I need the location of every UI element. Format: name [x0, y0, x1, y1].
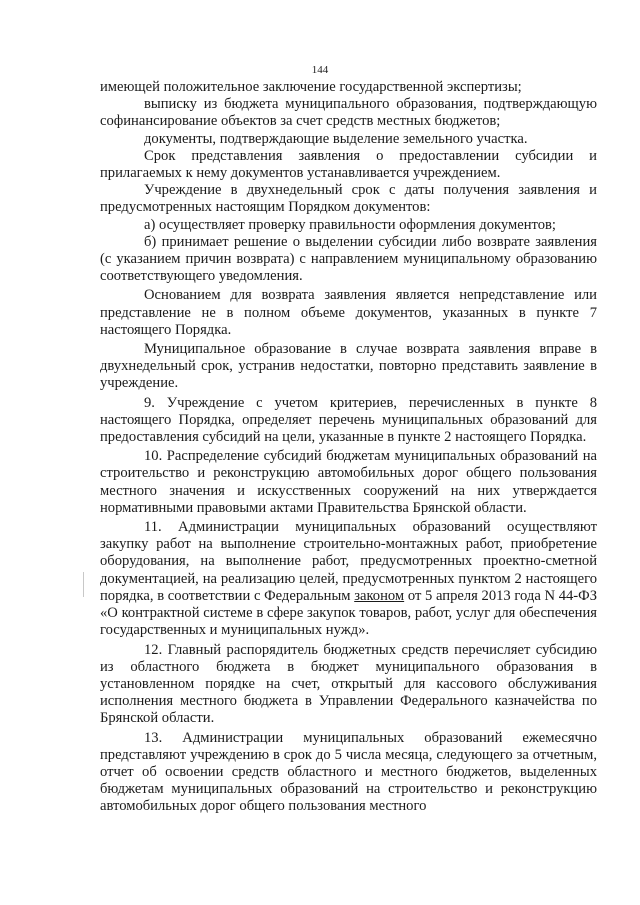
p11-text-before: 11. Администрации муниципальных образований осуществляют закупку работ на выполнение строительно-монтажных работ, приобретение оборудования, на выполнение работ, предусмотренных проектно-сметной документацией, на реализацию целей, предусмотренных пунктом 2 настоящего порядка, в соответствии с Федеральным [100, 519, 597, 604]
paragraph-8: Основанием для возврата заявления является непредставление или представление не в полном объеме документов, указанных в пункте 7 настоящего Порядка. [100, 287, 597, 338]
scan-margin-mark [83, 572, 84, 597]
paragraph-11: 10. Распределение субсидий бюджетам муниципальных образований на строительство и реконструкцию автомобильных дорог общего пользования местного значения и искусственных сооружений на них утверждается нормативными правовыми актами Правительства Брянской области. [100, 448, 597, 516]
paragraph-12 [100, 519, 597, 639]
paragraph-4: Срок представления заявления о предоставлении субсидии и прилагаемых к нему документов устанавливается учреждением. [100, 147, 597, 182]
paragraph-9: Муниципальное образование в случае возврата заявления вправе в двухнедельный срок, устранив недостатки, повторно представить заявление в учреждение. [100, 341, 597, 392]
paragraph-7: б) принимает решение о выделении субсидии либо возврате заявления (с указанием причин возврата) с направлением муниципальному образованию соответствующего уведомления. [100, 233, 597, 285]
paragraph-13: 12. Главный распорядитель бюджетных средств перечисляет субсидию из областного бюджета в бюджет муниципального образования в установленном порядке на счет, открытый для кассового обслуживания исполнения местного бюджета в Управлении Федерального казначейства по Брянской области. [100, 641, 597, 727]
paragraph-6: а) осуществляет проверку правильности оформления документов; [144, 216, 556, 233]
page-number: 144 [311, 64, 329, 76]
paragraph-2: выписку из бюджета муниципального образования, подтверждающую софинансирование объектов за счет средств местных бюджетов; [100, 96, 597, 130]
paragraph-3: документы, подтверждающие выделение земельного участка. [144, 130, 528, 147]
paragraph-5: Учреждение в двухнедельный срок с даты получения заявления и предусмотренных настоящим Порядком документов: [100, 182, 597, 216]
p11-text-after: от 5 апреля 2013 года N 44-ФЗ «О контрактной системе в сфере закупок товаров, работ, услуг для обеспечения государственных и муниципальных нужд». [100, 587, 598, 639]
paragraph-1: имеющей положительное заключение государственной экспертизы; [100, 79, 522, 95]
federal-law-link[interactable]: законом [354, 587, 405, 604]
paragraph-14: 13. Администрации муниципальных образований ежемесячно представляют учреждению в срок до 5 числа месяца, следующего за отчетным, отчет об освоении средств областного и местного бюджетов, выделенных бюджетам муниципальных образований на строительство и реконструкцию автомобильных дорог общего пользования местного [100, 729, 597, 815]
document-body [100, 79, 597, 816]
paragraph-10: 9. Учреждение с учетом критериев, перечисленных в пункте 8 настоящего Порядка, определяет перечень муниципальных образований для предоставления субсидий на цели, указанные в пункте 2 настоящего Порядка. [100, 394, 597, 446]
